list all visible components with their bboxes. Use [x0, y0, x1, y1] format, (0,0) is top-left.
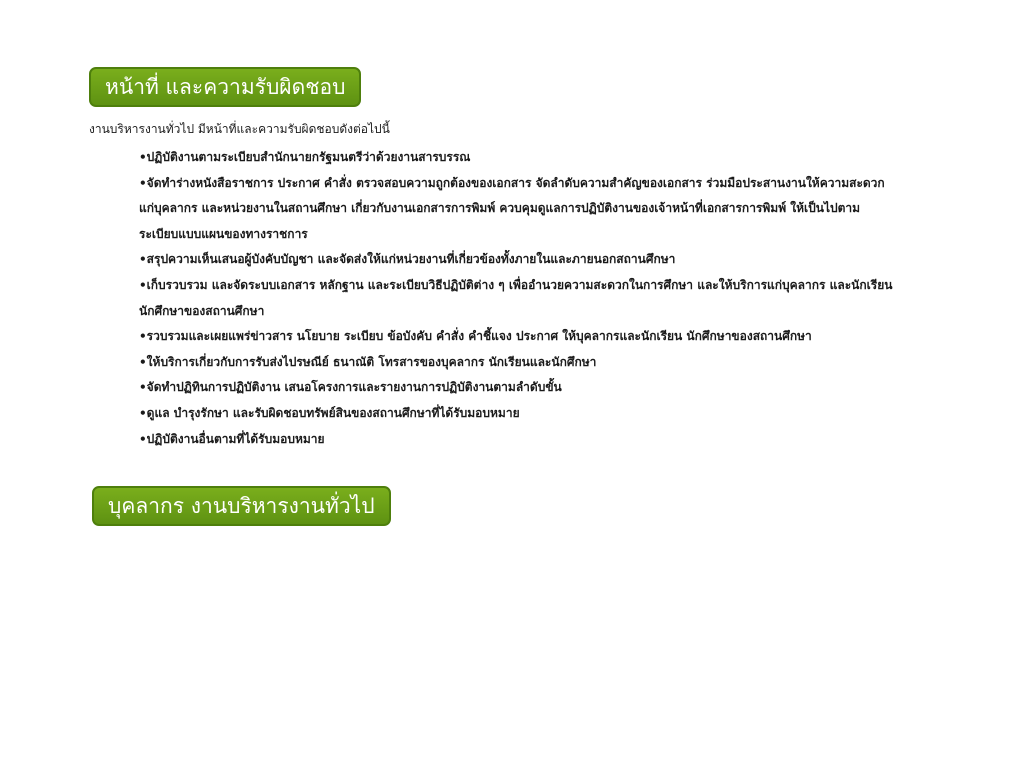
duty-item — [139, 247, 899, 273]
duty-text: จัดทำร่างหนังสือราชการ ประกาศ คำสั่ง ตรวจสอบความถูกต้องของเอกสาร จัดลำดับความสำคัญของเอกสาร ร่วมมือประสานงานให้ความสะดวกแก่บุคลากร และหน่วยงานในสถานศึกษา เกี่ยวกับงานเอกสารการพิมพ์ ควบคุมดูแลการปฏิบัติงานของเจ้าหน้าที่เอกสารการพิมพ์ ให้เป็นไปตามระเบียบแบบแผนของทางราชการ — [139, 175, 885, 241]
duty-item — [139, 171, 899, 248]
bullet: • — [139, 175, 147, 190]
bullet: • — [139, 431, 147, 446]
duty-text: รวบรวมและเผยแพร่ข่าวสาร นโยบาย ระเบียบ ข้อบังคับ คำสั่ง คำชี้แจง ประกาศ ให้บุคลากรและนักเรียน นักศึกษาของสถานศึกษา — [146, 329, 812, 344]
duties-heading: หน้าที่ และความรับผิดชอบ — [89, 67, 361, 107]
duty-text: สรุปความเห็นเสนอผู้บังคับบัญชา และจัดส่งให้แก่หน่วยงานที่เกี่ยวข้องทั้งภายในและภายนอกสถานศึกษา — [146, 252, 676, 267]
personnel-heading: บุคลากร งานบริหารงานทั่วไป — [92, 486, 391, 526]
intro-text: งานบริหารงานทั่วไป มีหน้าที่และความรับผิดชอบดังต่อไปนี้ — [89, 122, 390, 136]
duty-item — [139, 427, 899, 453]
duty-item — [139, 145, 899, 171]
duty-item — [139, 401, 899, 427]
bullet: • — [139, 252, 147, 267]
bullet: • — [139, 329, 147, 344]
bullet: • — [139, 380, 147, 395]
duty-list — [139, 145, 899, 452]
bullet: • — [139, 150, 147, 164]
duty-text: ดูแล บำรุงรักษา และรับผิดชอบทรัพย์สินของสถานศึกษาที่ได้รับมอบหมาย — [146, 405, 520, 420]
duty-text: ปฏิบัติงานอื่นตามที่ได้รับมอบหมาย — [146, 431, 325, 446]
duty-text: ให้บริการเกี่ยวกับการรับส่งไปรษณีย์ ธนาณัติ โทรสารของบุคลากร นักเรียนและนักศึกษา — [146, 354, 597, 369]
duty-text: ปฏิบัติงานตามระเบียบสำนักนายกรัฐมนตรีว่าด้วยงานสารบรรณ — [146, 150, 471, 164]
bullet: • — [139, 277, 147, 292]
bullet: • — [139, 405, 147, 420]
duty-item — [139, 273, 899, 324]
duty-text: จัดทำปฏิทินการปฏิบัติงาน เสนอโครงการและรายงานการปฏิบัติงานตามลำดับขั้น — [146, 380, 562, 395]
duty-item — [139, 350, 899, 376]
duty-item — [139, 375, 899, 401]
duty-item — [139, 324, 899, 350]
duty-text: เก็บรวบรวม และจัดระบบเอกสาร หลักฐาน และระเบียบวิธีปฏิบัติต่าง ๆ เพื่ออำนวยความสะดวกในการศึกษา และให้บริการแก่บุคลากร และนักเรียน นักศึกษาของสถานศึกษา — [139, 277, 893, 318]
bullet: • — [139, 354, 147, 369]
